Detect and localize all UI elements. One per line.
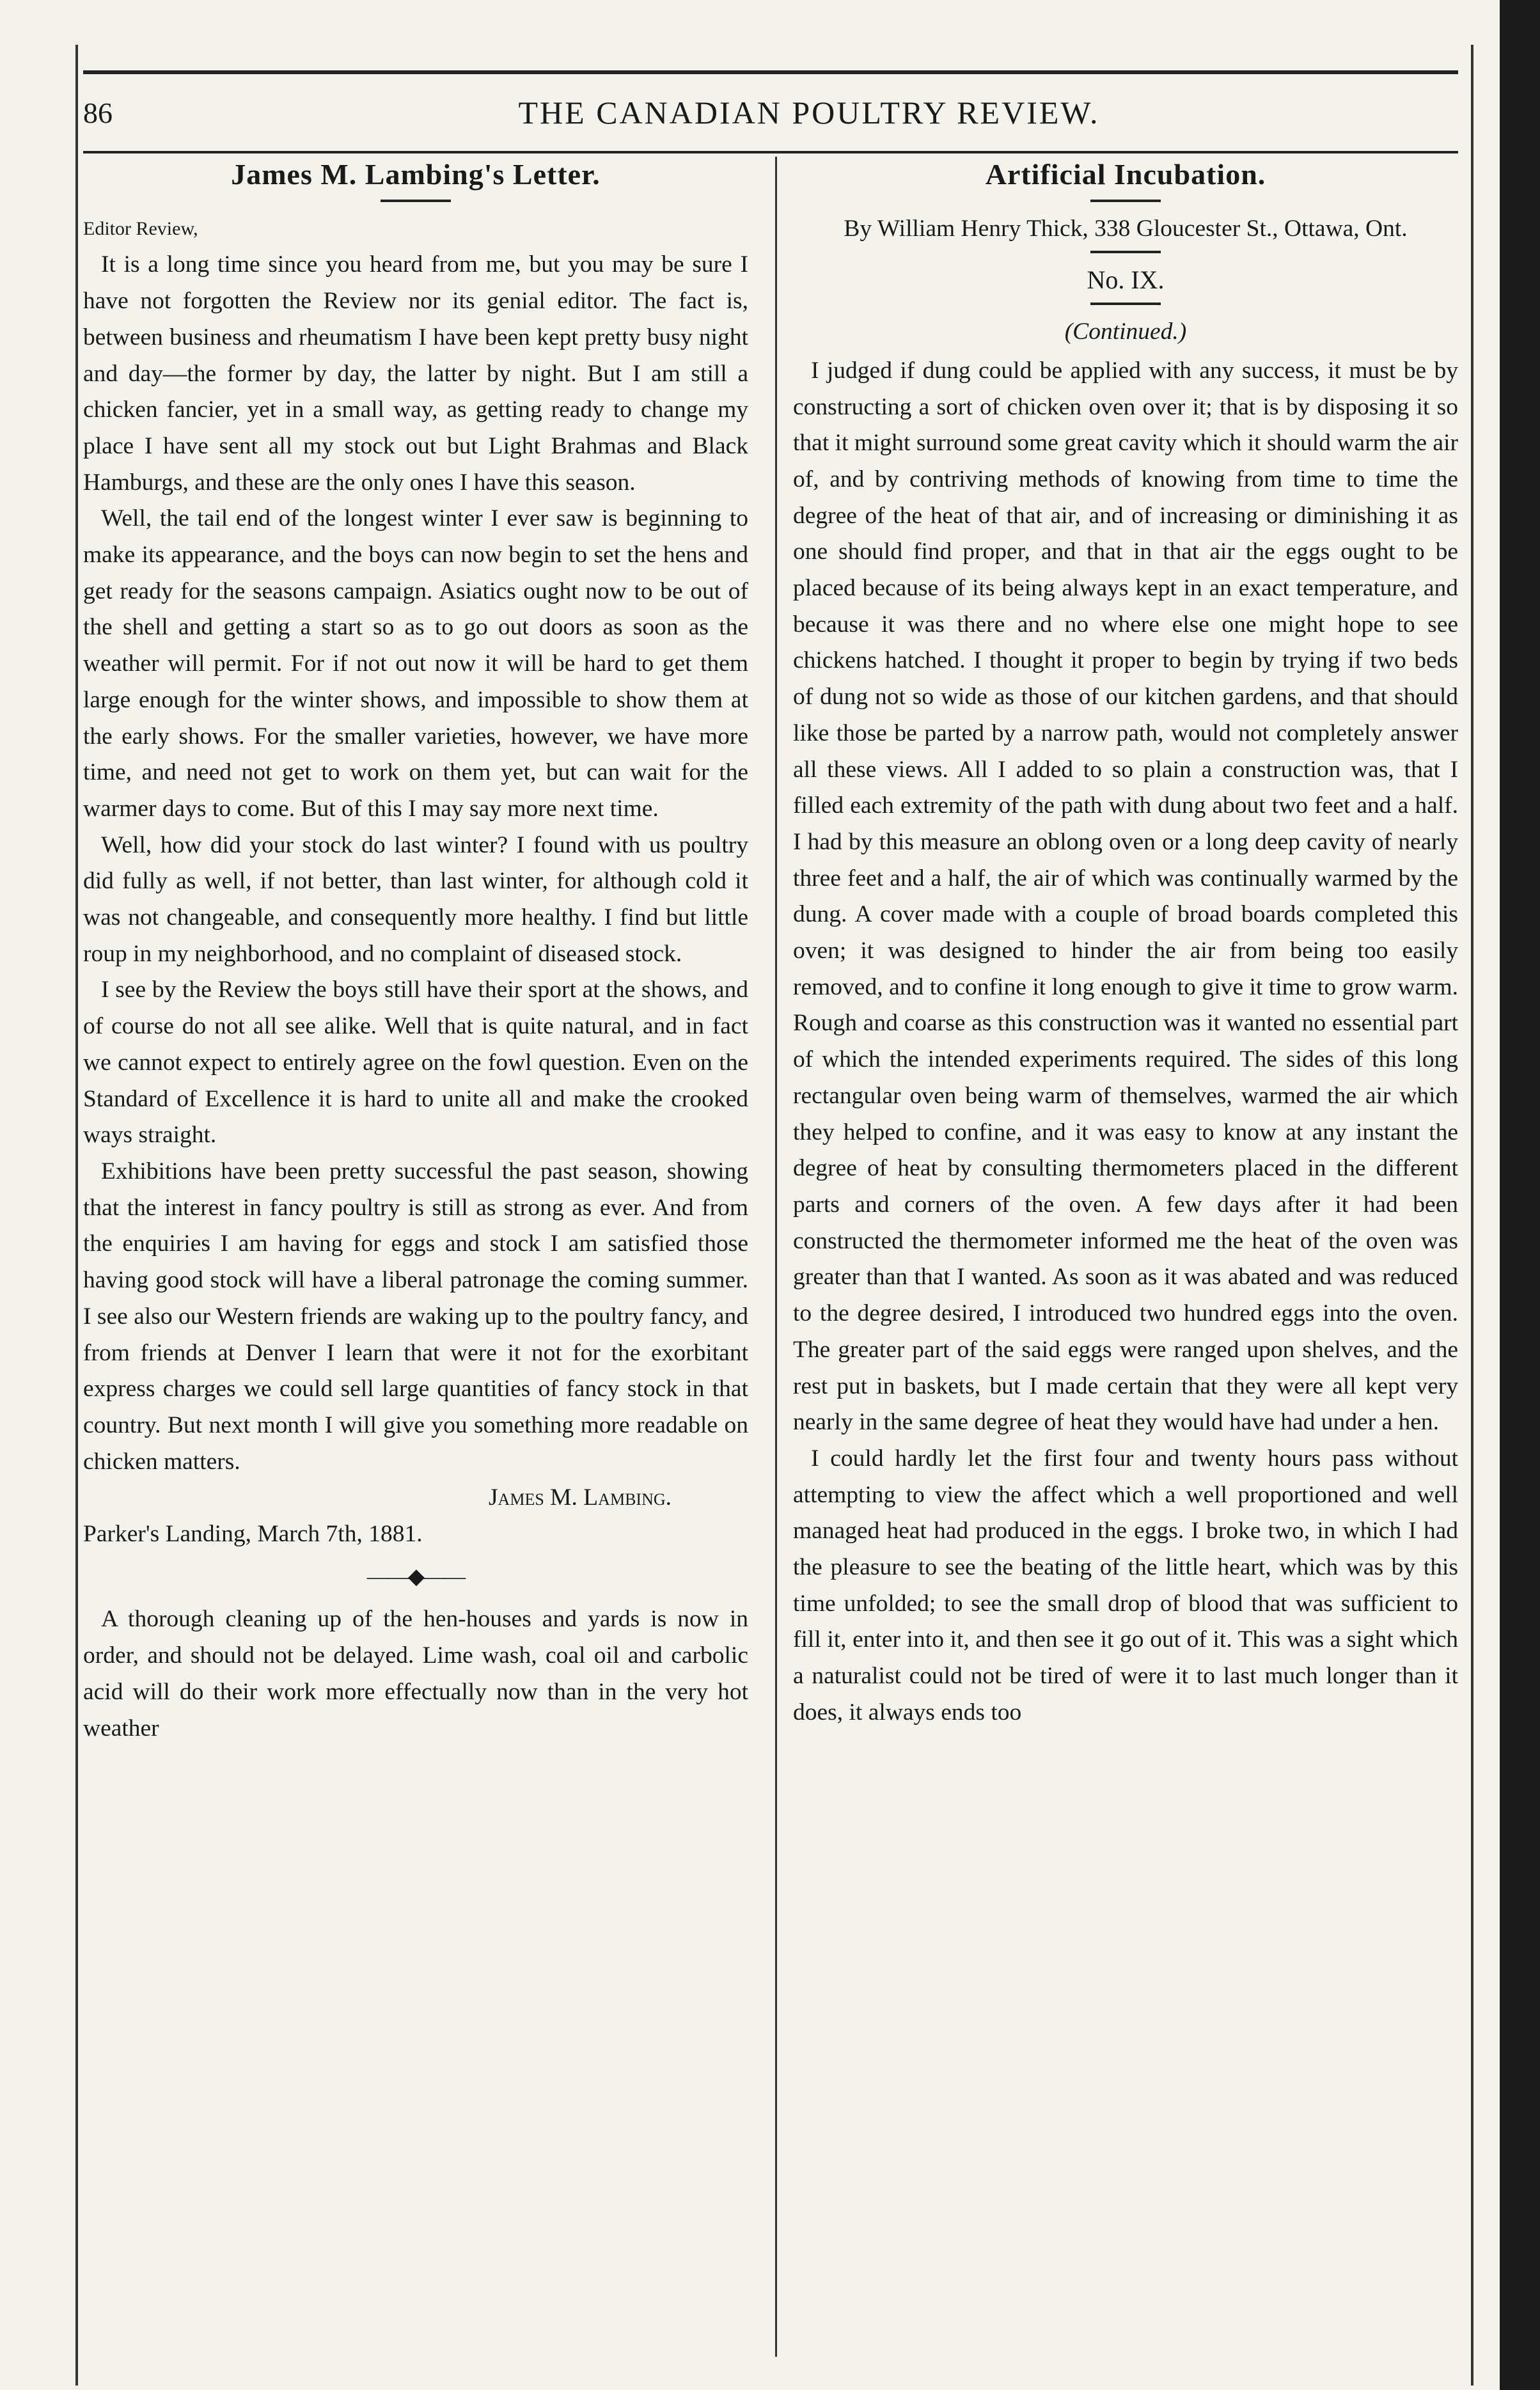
page bbox=[83, 45, 1458, 2347]
left-paragraph: It is a long time since you heard from me, but you may be sure I have not forgotten the Review nor its genial editor. The fact is, between business and rheumatism I have been kept pretty busy night and day—the former by day, the latter by night. But I am still a chicken fancier, yet in a small way, as getting ready to change my place I have sent all my stock out but Light Brahmas and Black Hamburgs, and these are the only ones I have this season. bbox=[83, 251, 748, 496]
title-rule bbox=[381, 200, 451, 202]
left-paragraph: I see by the Review the boys still have their sport at the shows, and of course do not all see alike. Well that is quite natural, and in fact we cannot expect to entirely agree on the fowl question. Even on the Standard of Excellence it is hard to unite all and make the crooked ways straight. bbox=[83, 977, 748, 1149]
right-paragraph: I could hardly let the first four and twenty hours pass without attempting to view the affect which a well proportioned and well managed heat had produced in the eggs. I broke two, in which I had the pleasure to see the beating of the little heart, which was by this time unfolded; to see the small drop of blood that was sufficient to fill it, enter into it, and then see it go out of it. This was a sight which a naturalist could not be tired of were it to last much longer than it does, it always ends too bbox=[793, 1445, 1458, 1726]
number-rule bbox=[1090, 303, 1161, 305]
left-paragraph: Exhibitions have been pretty successful the past season, showing that the interest in fancy poultry is still as strong as ever. And from the enquiries I am having for eggs and stock I am satisfied those having good stock will have a liberal patronage the coming summer. I see also our Western friends are waking up to the poultry fancy, and from friends at Denver I learn that were it not for the exorbitant express charges we could sell large quantities of fancy stock in that country. But next month I will give you something more readable on chicken matters. bbox=[83, 1158, 748, 1475]
dateline: Parker's Landing, March 7th, 1881. bbox=[83, 1521, 423, 1548]
title-rule bbox=[1090, 200, 1161, 202]
installment-number: No. IX. bbox=[1087, 265, 1165, 295]
right-column bbox=[793, 157, 1458, 1731]
section-ornament: ——◆—— bbox=[366, 1564, 465, 1589]
left-paragraph: Well, the tail end of the longest winter I ever saw is beginning to make its appearance, and the boys can now begin to set the hens and get ready for the seasons campaign. Asiatics ought now to be out of the shell and getting a start so as to go out doors as soon as the weather will permit. For if not out now it will be hard to get them large enough for the winter shows, and impossible to show them at the early shows. For the smaller varieties, however, we have more time, and need not get to work on them yet, but can wait for the warmer days to come. But of this I may say more next time. bbox=[83, 505, 748, 822]
signature: James M. Lambing. bbox=[488, 1484, 672, 1511]
right-paragraph: I judged if dung could be applied with any success, it must be by constructing a sort of chicken oven over it; that is by disposing it so that it might surround some great cavity which it should warm the air of, and by contriving methods of knowing from time to time the degree of the heat of that air, and of increasing or diminishing it as one should find proper, and that in that air the eggs ought to be placed because of its being always kept in an exact temperature, and because it was there and no where else one might hope to see chickens hatched. I thought it proper to begin by trying if two beds of dung not so wide as those of our kitchen gardens, and that should like those be parted by a narrow path, would not completely answer all these views. All I added to so plain a construction was, that I filled each extremity of the path with dung about two feet and a half. I had by this measure an oblong oven or a long deep cavity of nearly three feet and a half, the air of which was continually warmed by the dung. A cover made with a couple of broad boards completed this oven; it was designed to hinder the air from being too easily removed, and to confine it long enough to give it time to grow warm. Rough and coarse as this construction was it wanted no essential part of which the intended experiments required. The sides of this long rectangular oven being warm of themselves, warmed the air which they helped to confine, and it was easy to know at any instant the degree of heat by consulting thermometers placed in the different parts and corners of the oven. A few days after it had been constructed the thermometer informed me the heat of the oven was greater than that I wanted. As soon as it was abated and was reduced to the degree desired, I introduced two hundred eggs into the oven. The greater part of the said eggs were ranged upon shelves, and the rest put in baskets, but I made certain that they were all kept very nearly in the same degree of heat they would have had under a hen. bbox=[793, 357, 1458, 1436]
left-border-rule bbox=[75, 45, 78, 2386]
scan-dark-edge bbox=[1500, 0, 1540, 2390]
running-header bbox=[83, 70, 1458, 153]
left-paragraph: Well, how did your stock do last winter? I found with us poultry did fully as well, if not better, than last winter, for although cold it was not changeable, and consequently more healthy. I find but little roup in my neighborhood, and no complaint of diseased stock. bbox=[83, 831, 748, 967]
byline-rule bbox=[1090, 251, 1161, 253]
salutation: Editor Review, bbox=[83, 217, 198, 239]
continued-label: (Continued.) bbox=[1064, 318, 1187, 345]
page-number: 86 bbox=[83, 96, 113, 129]
right-border-rule bbox=[1471, 45, 1473, 2386]
journal-title: THE CANADIAN POULTRY REVIEW. bbox=[518, 95, 1100, 130]
byline: By William Henry Thick, 338 Gloucester St., Ottawa, Ont. bbox=[844, 215, 1408, 242]
cleaning-note: A thorough cleaning up of the hen-houses and yards is now in order, and should not be delayed. Lime wash, coal oil and carbolic acid will do their work more effectually now than in the very hot weather bbox=[83, 1606, 748, 1741]
column-rule bbox=[775, 157, 777, 2357]
right-article-title: Artificial Incubation. bbox=[985, 158, 1266, 191]
left-column bbox=[83, 157, 748, 1747]
left-article-title: James M. Lambing's Letter. bbox=[231, 158, 601, 191]
